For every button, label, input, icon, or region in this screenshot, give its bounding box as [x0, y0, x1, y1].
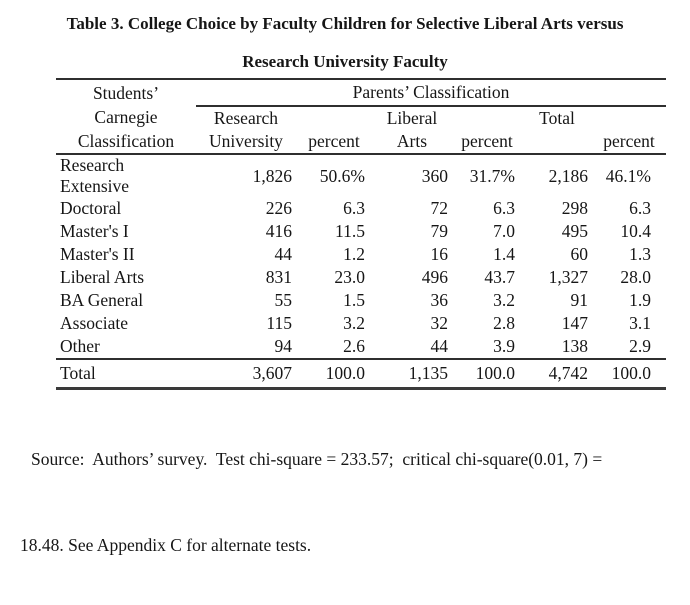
- cell-value: 1,826: [252, 165, 292, 186]
- cell-value: 1.5: [343, 290, 365, 310]
- col-header-blank: [296, 106, 372, 130]
- row-label: Doctoral: [60, 198, 122, 218]
- row-label: Master's II: [60, 244, 135, 264]
- table-row: [56, 335, 666, 359]
- col-header-blank: [452, 106, 522, 130]
- cell-value: 10.4: [620, 221, 651, 241]
- row-label: Master's I: [60, 221, 129, 241]
- row-label: BA General: [60, 290, 144, 310]
- col-header-percent: percent: [452, 130, 522, 154]
- cell-value: 2.9: [629, 336, 651, 356]
- cell-value: 115: [266, 313, 292, 333]
- cell-value: 1.2: [343, 244, 365, 264]
- cell-value: 91: [570, 290, 588, 310]
- row-header-cell: [56, 79, 196, 154]
- table-foot: [56, 359, 666, 389]
- cell-value: 226: [265, 198, 292, 218]
- table-row: [56, 197, 666, 220]
- cell-value: 1.9: [629, 290, 651, 310]
- row-header-line-2: Carnegie: [94, 106, 158, 127]
- table-row: [56, 154, 666, 197]
- cell-value: 6.3: [493, 198, 515, 218]
- cell-value: 7.0: [493, 221, 515, 241]
- cell-value: 3.1: [629, 313, 651, 333]
- cell-value: 31.7%: [469, 165, 515, 186]
- cell-value: 44: [274, 244, 292, 264]
- total-row: [56, 359, 666, 389]
- cell-value: 23.0: [334, 267, 365, 287]
- cell-value: 1,327: [548, 267, 588, 287]
- cell-value: 2.8: [493, 313, 515, 333]
- col-header-liberal: Liberal: [386, 108, 438, 128]
- row-label: Other: [60, 336, 100, 356]
- total-cell-value: 3,607: [196, 359, 296, 389]
- cell-value: 3.2: [493, 290, 515, 310]
- cell-value: 36: [430, 290, 448, 310]
- cell-value: 147: [561, 313, 588, 333]
- col-header-percent: percent: [592, 130, 666, 154]
- cell-value: 360: [421, 165, 448, 186]
- cell-value: 32: [430, 313, 448, 333]
- source-note-line-2: 18.48. See Appendix C for alternate tests.: [20, 535, 312, 555]
- cell-value: 298: [561, 198, 588, 218]
- cell-value: 1.4: [493, 244, 515, 264]
- cell-value: 2,186: [548, 165, 588, 186]
- table-row: [56, 243, 666, 266]
- cell-value: 11.5: [335, 221, 365, 241]
- cell-value: 3.2: [343, 313, 365, 333]
- table-row: [56, 289, 666, 312]
- cell-value: 2.6: [343, 336, 365, 356]
- college-choice-table: [56, 78, 666, 390]
- cell-value: 416: [265, 221, 292, 241]
- source-note-line-1: Source: Authors’ survey. Test chi-square = 233.57; critical chi-square(0.01, 7) =: [31, 449, 603, 469]
- cell-value: 60: [570, 244, 588, 264]
- table-header: [56, 79, 666, 154]
- table-row: [56, 220, 666, 243]
- cell-value: 79: [430, 221, 448, 241]
- cell-value: 72: [430, 198, 448, 218]
- cell-value: 55: [274, 290, 292, 310]
- cell-value: 50.6%: [319, 165, 365, 186]
- cell-value: 43.7: [484, 267, 515, 287]
- total-cell-value: 100.0: [592, 359, 666, 389]
- row-header-line-1: Students’: [92, 82, 160, 103]
- total-cell-value: 100.0: [296, 359, 372, 389]
- caption-line-2: Research University Faculty: [242, 52, 448, 71]
- cell-value: 28.0: [620, 267, 651, 287]
- total-cell-value: 1,135: [372, 359, 452, 389]
- row-label: Research Extensive: [60, 155, 130, 196]
- cell-value: 46.1%: [605, 165, 651, 186]
- cell-value: 6.3: [629, 198, 651, 218]
- row-label: Liberal Arts: [60, 267, 145, 287]
- total-cell-value: 100.0: [452, 359, 522, 389]
- total-row-label: Total: [56, 359, 196, 389]
- cell-value: 495: [561, 221, 588, 241]
- col-header-blank: [592, 106, 666, 130]
- cell-value: 496: [421, 267, 448, 287]
- row-label: Associate: [60, 313, 129, 333]
- source-note: [0, 399, 690, 605]
- total-cell-value: 4,742: [522, 359, 592, 389]
- col-header-total: Total: [539, 108, 575, 128]
- table-row: [56, 312, 666, 335]
- table-caption: [0, 0, 690, 73]
- cell-value: 3.9: [493, 336, 515, 356]
- header-row-group: [56, 79, 666, 106]
- cell-value: 831: [265, 267, 292, 287]
- table-row: [56, 266, 666, 289]
- col-header-percent: percent: [296, 130, 372, 154]
- group-header-parents-classification: Parents’ Classification: [196, 79, 666, 106]
- caption-line-1: Table 3. College Choice by Faculty Children for Selective Liberal Arts versus: [66, 14, 624, 33]
- col-header-arts: Arts: [372, 130, 452, 154]
- cell-value: 1.3: [629, 244, 651, 264]
- cell-value: 94: [274, 336, 292, 356]
- col-header-university: University: [196, 130, 296, 154]
- table-body: [56, 154, 666, 359]
- cell-value: 44: [430, 336, 448, 356]
- cell-value: 6.3: [343, 198, 365, 218]
- col-header-blank: [522, 130, 592, 154]
- cell-value: 138: [561, 336, 588, 356]
- col-header-research: Research: [213, 108, 279, 128]
- cell-value: 16: [430, 244, 448, 264]
- row-header-line-3: Classification: [77, 130, 175, 151]
